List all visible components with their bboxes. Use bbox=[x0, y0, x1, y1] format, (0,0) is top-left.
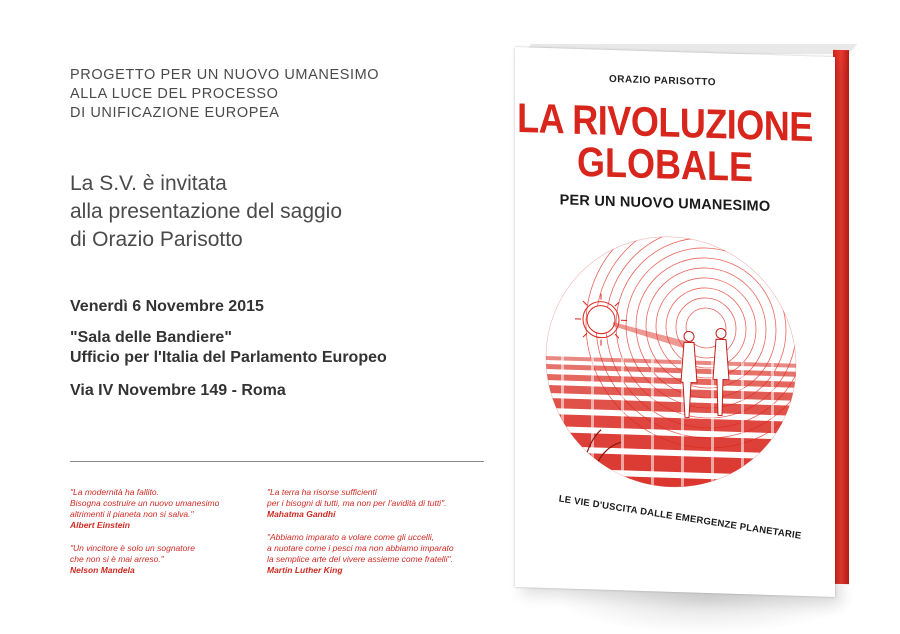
cover-illustration bbox=[541, 228, 801, 496]
invite-line: La S.V. è invitata bbox=[70, 172, 227, 195]
cover-author: ORAZIO PARISOTTO bbox=[609, 73, 717, 89]
book-spine bbox=[833, 50, 849, 584]
quote-author: Nelson Mandela bbox=[70, 565, 135, 575]
book-cover bbox=[515, 47, 835, 597]
quote-author: Albert Einstein bbox=[70, 520, 130, 530]
quote-line: "La terra ha risorse sufficienti bbox=[267, 487, 377, 497]
invite-line: alla presentazione del saggio bbox=[70, 200, 343, 223]
quote-line: "La modernità ha fallito. bbox=[70, 487, 160, 497]
event-details bbox=[70, 296, 387, 402]
project-heading bbox=[70, 66, 379, 123]
project-line: DI UNIFICAZIONE EUROPEA bbox=[70, 105, 280, 121]
venue-line: "Sala delle Bandiere" bbox=[70, 329, 232, 346]
quote-line: "Abbiamo imparato a volare come gli uccelli, bbox=[267, 532, 434, 542]
cover-tagline: LE VIE D'USCITA DALLE EMERGENZE PLANETARIE bbox=[558, 493, 802, 542]
event-date: Venerdì 6 Novembre 2015 bbox=[70, 298, 264, 315]
quote bbox=[267, 487, 454, 520]
invitation-statement bbox=[70, 170, 342, 254]
quote-line: a nuotare come i pesci ma non abbiamo imparato bbox=[267, 543, 454, 553]
quotes-column-left bbox=[70, 487, 219, 588]
quote-line: altrimenti il pianeta non si salva." bbox=[70, 509, 194, 519]
venue-line: Ufficio per l'Italia del Parlamento Europeo bbox=[70, 349, 387, 366]
book-image bbox=[515, 44, 855, 604]
event-venue bbox=[70, 328, 387, 368]
event-address: Via IV Novembre 149 - Roma bbox=[70, 382, 286, 399]
project-line: PROGETTO PER UN NUOVO UMANESIMO bbox=[70, 67, 380, 83]
quotes-column-right bbox=[267, 487, 454, 588]
quote-author: Mahatma Gandhi bbox=[267, 509, 336, 519]
invitation-text bbox=[70, 0, 500, 634]
quote-author: Martin Luther King bbox=[267, 565, 343, 575]
divider bbox=[70, 461, 484, 462]
quote-line: "Un vincitore è solo un sognatore bbox=[70, 543, 195, 553]
quote-line: la semplice arte del vivere assieme come fratelli". bbox=[267, 554, 453, 564]
quote-line: che non si è mai arreso." bbox=[70, 554, 164, 564]
quote-line: per i bisogni di tutti, ma non per l'avidità di tutti". bbox=[267, 498, 447, 508]
invite-line: di Orazio Parisotto bbox=[70, 228, 243, 251]
cover-title-line1: LA RIVOLUZIONE bbox=[517, 93, 813, 151]
cover-subtitle: PER UN NUOVO UMANESIMO bbox=[559, 192, 771, 215]
quote bbox=[70, 543, 219, 576]
quote-line: Bisogna costruire un nuovo umanesimo bbox=[70, 498, 220, 508]
quote bbox=[70, 487, 219, 531]
cover-title-line2: GLOBALE bbox=[577, 137, 753, 191]
quote bbox=[267, 532, 454, 576]
project-line: ALLA LUCE DEL PROCESSO bbox=[70, 86, 279, 102]
